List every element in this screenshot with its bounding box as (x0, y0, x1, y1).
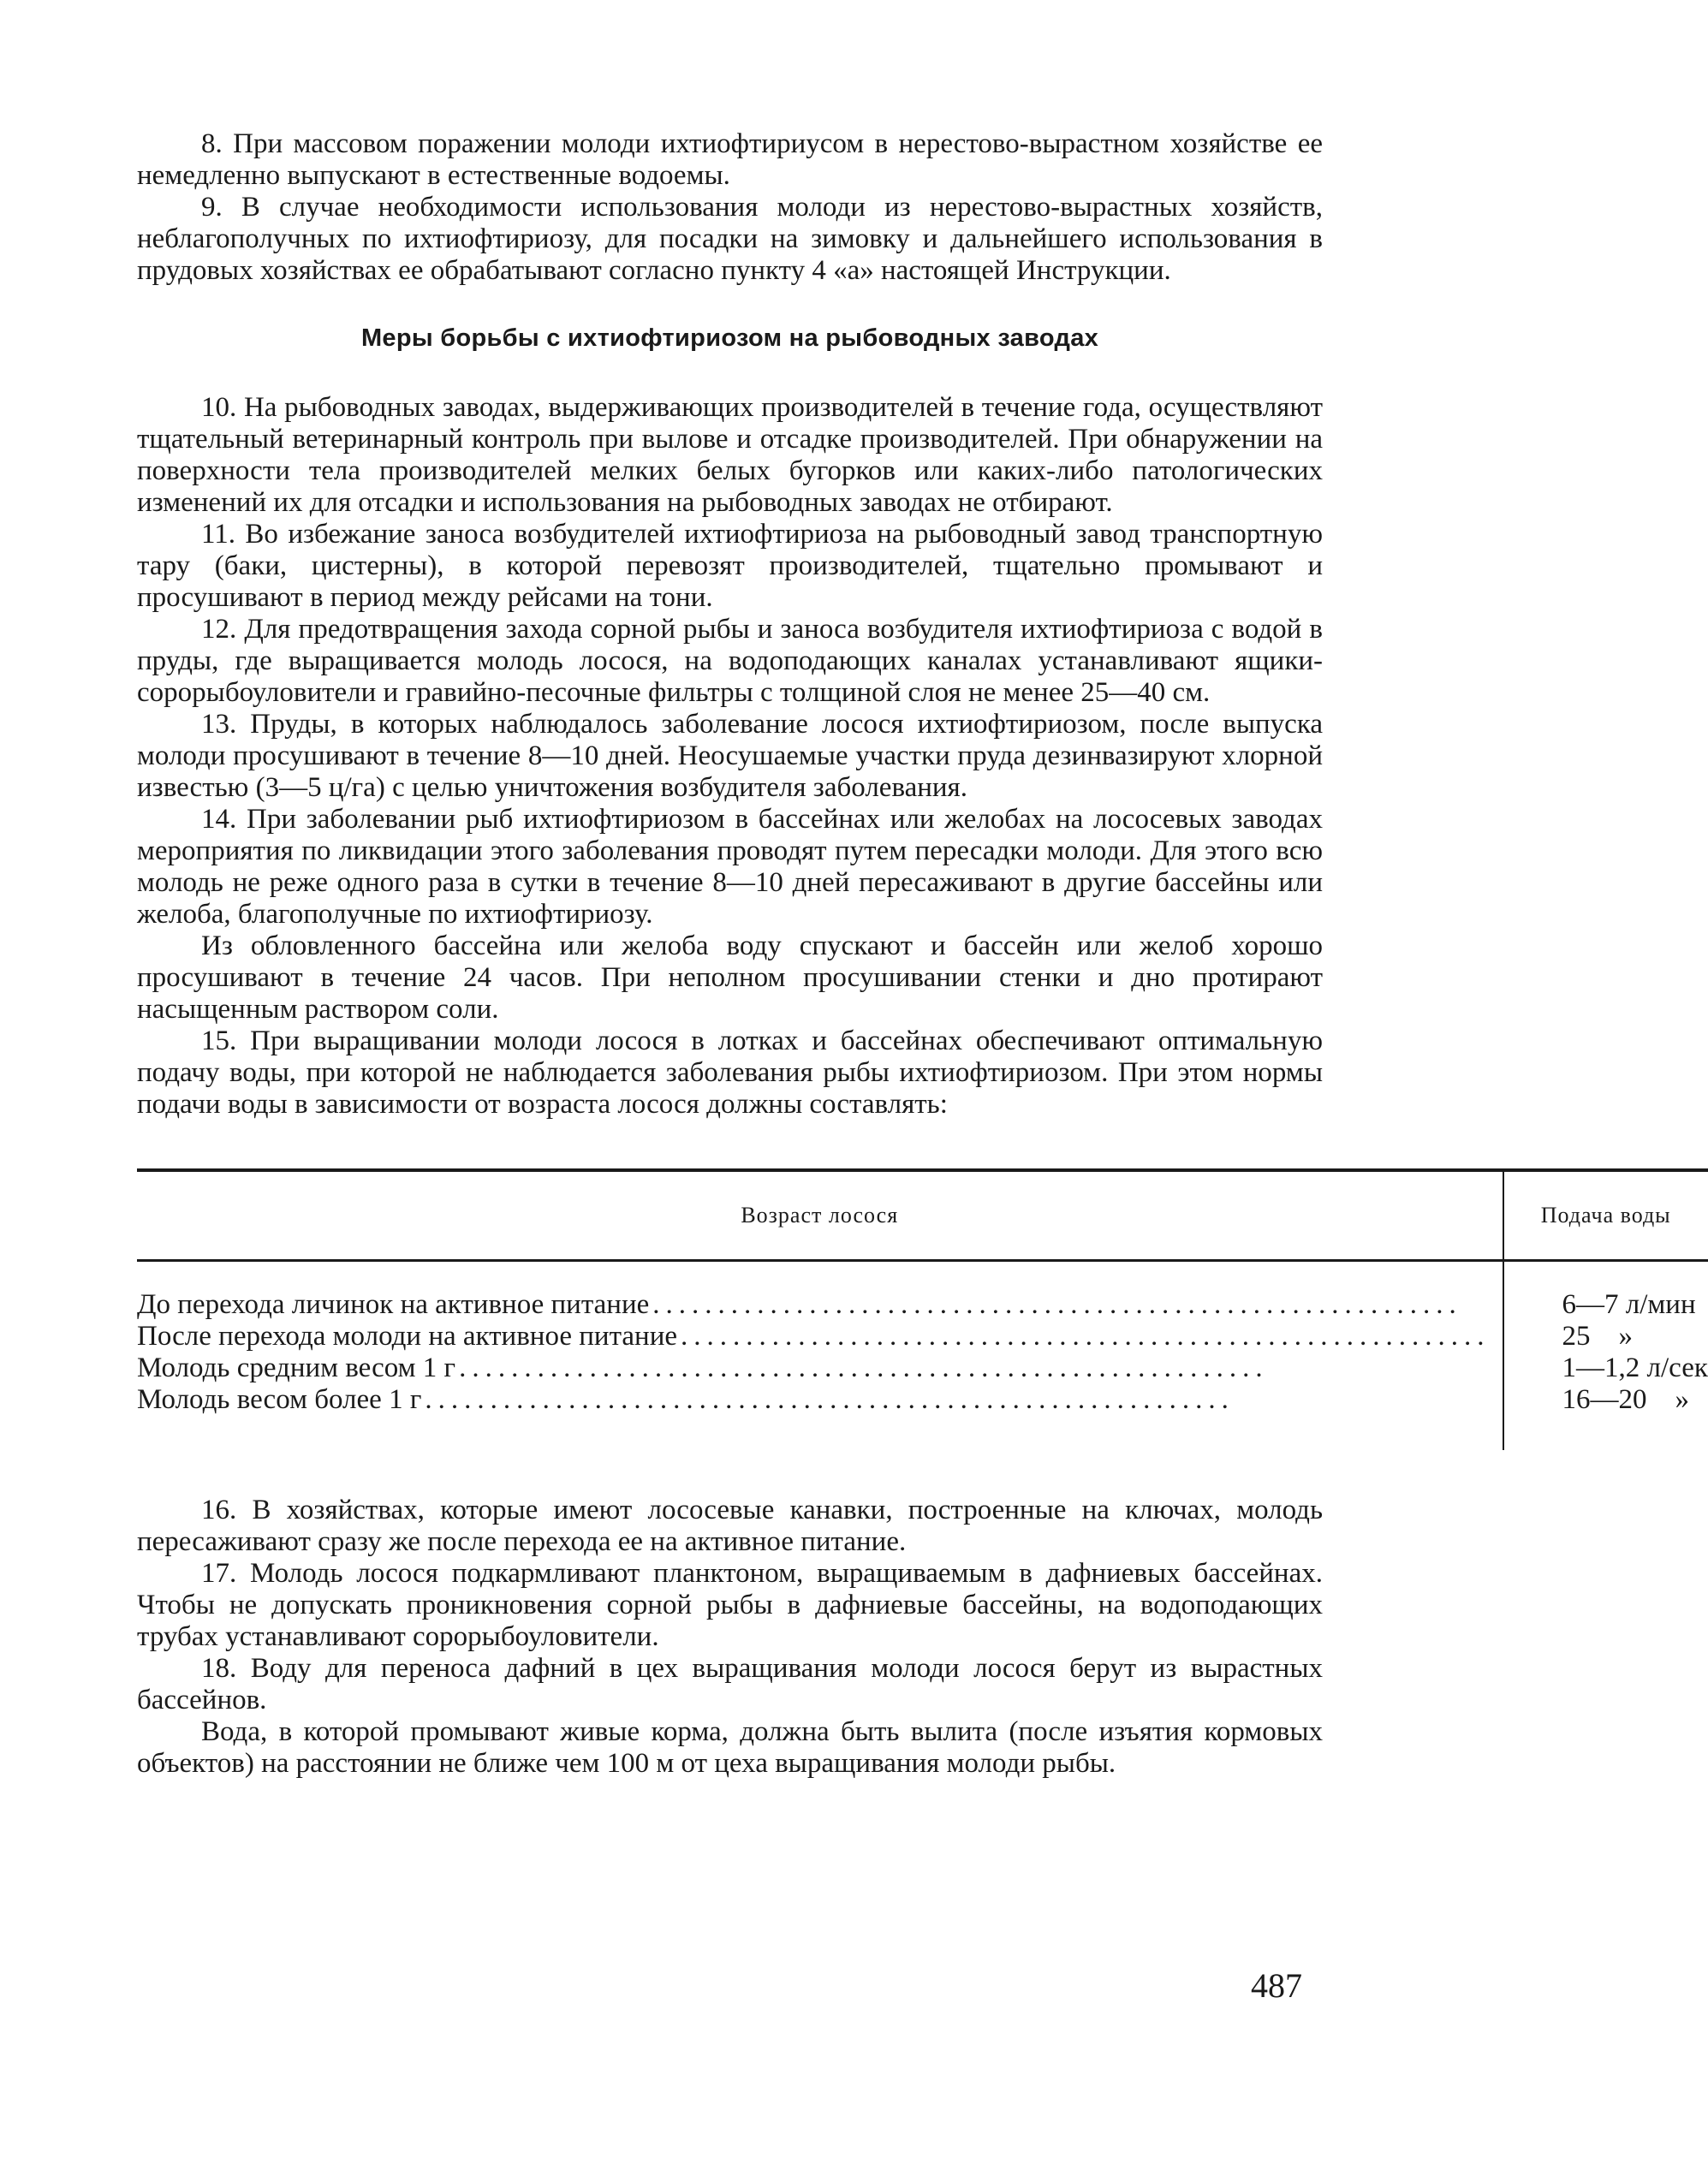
table-row (137, 1384, 1708, 1450)
paragraph-12: 12. Для предотвращения захода сорной рыбы и заноса возбудителя ихтиофтириоза с водой в пруды, где выращивается молодь лосося, на водоподающих каналах устанавливают ящики-сорорыбоуловители и гравийно-песочные фильтры с толщиной слоя не менее 25—40 см. (137, 614, 1323, 708)
age-cell: Молодь средним весом 1 г (137, 1352, 456, 1383)
dot-leader: .............................................................. (459, 1352, 1269, 1383)
paragraph-10: 10. На рыбоводных заводах, выдерживающих производителей в течение года, осуществляют тщательный ветеринарный контроль при вылове и отсадке производителей. При обнаружении на поверхности тела производителей мелких белых бугорков или каких-либо патологических изменений их для отсадки и использования на рыбоводных заводах не отбирают. (137, 392, 1323, 518)
header-water: Подача воды (1503, 1170, 1708, 1261)
paragraph-8: 8. При массовом поражении молоди ихтиофтириусом в нерестово-вырастном хозяйстве ее немедленно выпускают в естественные водоемы. (137, 128, 1323, 191)
table-row (137, 1261, 1708, 1322)
age-cell: После перехода молоди на активное питание (137, 1321, 678, 1352)
header-age: Возраст лосося (137, 1170, 1503, 1261)
water-cell: 1—1,2 л/сек (1562, 1352, 1708, 1383)
table-row (137, 1352, 1708, 1384)
paragraph-18-cont: Вода, в которой промывают живые корма, должна быть вылита (после изъятия кормовых объектов) на расстоянии не ближе чем 100 м от цеха выращивания молоди рыбы. (137, 1716, 1323, 1779)
table-header-row (137, 1170, 1708, 1261)
paragraph-17: 17. Молодь лосося подкармливают планктоном, выращиваемым в дафниевых бассейнах. Чтобы не допускать проникновения сорной рыбы в дафниевые бассейны, на водоподающих трубах устанавливают сорорыбоуловители. (137, 1558, 1323, 1652)
age-cell: До перехода личинок на активное питание (137, 1289, 650, 1320)
paragraph-9: 9. В случае необходимости использования молоди из нерестово-вырастных хозяйств, неблагополучных по ихтиофтириозу, для посадки на зимовку и дальнейшего использования в прудовых хозяйствах ее обрабатывают согласно пункту 4 «а» настоящей Инструкции. (137, 192, 1323, 286)
page-number: 487 (1251, 1966, 1302, 2005)
paragraph-16: 16. В хозяйствах, которые имеют лососевые канавки, построенные на ключах, молодь пересаживают сразу же после перехода ее на активное питание. (137, 1495, 1323, 1557)
paragraph-14: 14. При заболевании рыб ихтиофтириозом в бассейнах или желобах на лососевых заводах мероприятия по ликвидации этого заболевания проводят путем пересадки молоди. Для этого всю молодь не реже одного раза в сутки в течение 8—10 дней пересаживают в другие бассейны или желоба, благополучные по ихтиофтириозу. (137, 804, 1323, 930)
water-supply-table (137, 1168, 1708, 1450)
document-page (137, 128, 1708, 1780)
paragraph-11: 11. Во избежание заноса возбудителей ихтиофтириоза на рыбоводный завод транспортную тару (баки, цистерны), в которой перевозят производителей, тщательно промывают и просушивают в период между рейсами на тони. (137, 519, 1323, 613)
section-title: Меры борьбы с ихтиофтириозом на рыбоводных заводах (360, 324, 1099, 352)
water-cell: 6—7 л/мин (1562, 1289, 1696, 1320)
water-cell: 25 » (1562, 1321, 1634, 1352)
paragraph-15: 15. При выращивании молоди лосося в лотках и бассейнах обеспечивают оптимальную подачу воды, при которой не наблюдается заболевания рыбы ихтиофтириозом. При этом нормы подачи воды в зависимости от возраста лосося должны составлять: (137, 1026, 1323, 1120)
water-cell: 16—20 » (1562, 1384, 1690, 1415)
paragraph-18: 18. Воду для переноса дафний в цех выращивания молоди лосося берут из вырастных бассейнов. (137, 1653, 1323, 1715)
paragraph-14-cont: Из обловленного бассейна или желоба воду спускают и бассейн или желоб хорошо просушивают в течение 24 часов. При неполном просушивании стенки и дно протирают насыщенным раствором соли. (137, 930, 1323, 1025)
age-cell: Молодь весом более 1 г (137, 1384, 422, 1415)
dot-leader: .............................................................. (652, 1289, 1462, 1320)
table-row (137, 1321, 1708, 1352)
dot-leader: .............................................................. (425, 1384, 1235, 1415)
dot-leader: .............................................................. (681, 1321, 1491, 1352)
paragraph-13: 13. Пруды, в которых наблюдалось заболевание лосося ихтиофтириозом, после выпуска молоди просушивают в течение 8—10 дней. Неосушаемые участки пруда дезинвазируют хлорной известью (3—5 ц/га) с целью уничтожения возбудителя заболевания. (137, 709, 1323, 803)
